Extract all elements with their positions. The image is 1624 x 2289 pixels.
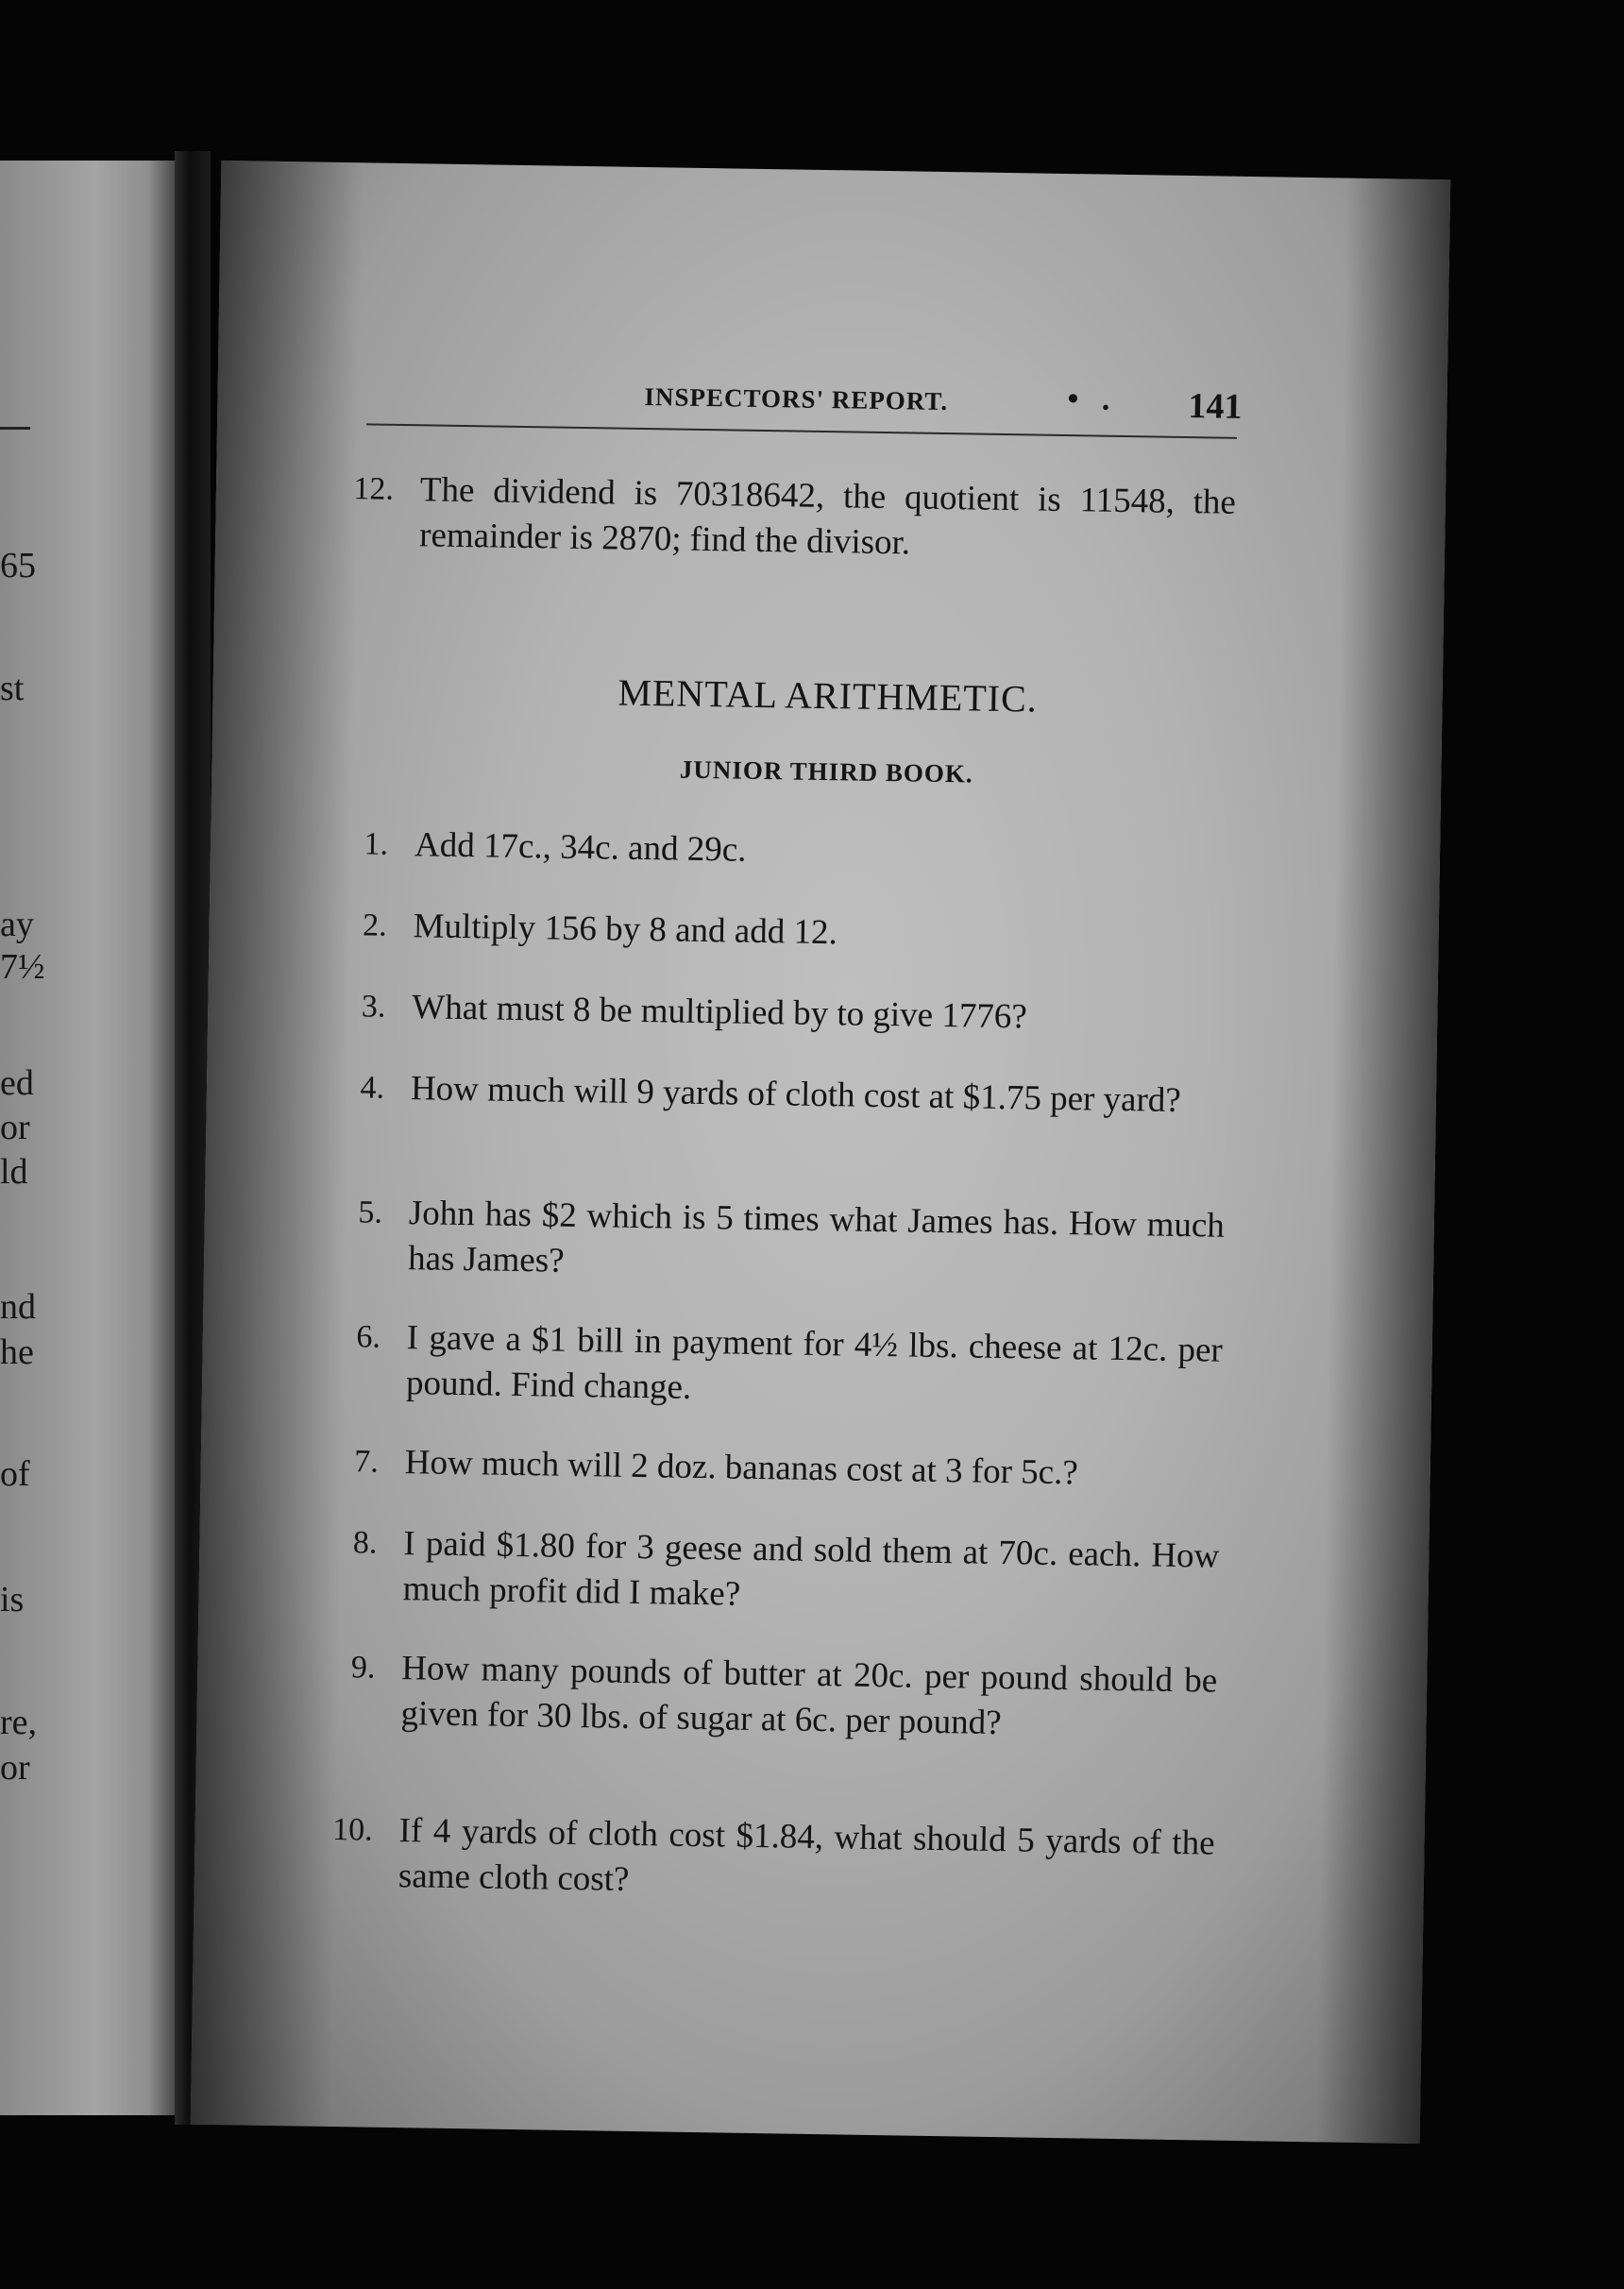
question-item [313,1645,1217,1750]
question-number: 3. [361,989,386,1025]
running-head-dots: • . [1067,382,1118,417]
question-item [324,1065,1227,1125]
left-page-fragment: ld [0,1152,28,1192]
question-item [328,822,1231,881]
left-page-fragment: or [0,1108,30,1147]
question-text: How much will 9 yards of cloth cost at $1.75 per yard? [410,1069,1182,1120]
left-page-fragment: ed [0,1063,34,1103]
left-page-fragment: st [0,669,25,708]
left-page-fragment: re, [0,1703,38,1742]
left-page-fragment: or [0,1748,30,1788]
section-title: MENTAL ARITHMETIC. [617,670,1039,721]
question-number: 7. [353,1444,380,1480]
question-item [319,1314,1223,1419]
question-item [312,1807,1215,1912]
left-page-fragment: ay [0,905,34,944]
question-item [326,903,1229,962]
question-number: 4. [360,1070,385,1106]
question-number: 6. [356,1319,381,1355]
question-number: 9. [350,1650,376,1686]
left-page-rule [0,427,30,430]
question-number: 8. [352,1525,378,1561]
left-page-fragment: 7½ [0,947,45,987]
running-head: INSPECTORS' REPORT. [644,382,949,416]
question-number: 10. [331,1811,373,1848]
prior-question [332,466,1236,571]
section-subtitle: JUNIOR THIRD BOOK. [679,755,973,788]
left-page-fragment: of [0,1454,30,1494]
question-text: What must 8 be multiplied by to give 1776? [412,988,1028,1037]
header-rule [366,423,1237,438]
question-text: I paid $1.80 for 3 geese and sold them at 70c. each. How much profit did I make? [402,1524,1220,1614]
left-page-fragment: 65 [0,546,36,585]
question-text: Add 17c., 34c. and 29c. [414,825,747,870]
question-item [325,984,1228,1043]
left-facing-page [0,161,175,2115]
question-text: How much will 2 doz. bananas cost at 3 for 5c.? [404,1443,1079,1493]
question-item [321,1190,1225,1295]
question-text: If 4 yards of cloth cost $1.84, what should 5 yards of the same cloth cost? [398,1811,1215,1899]
left-page-fragment: nd [0,1287,36,1327]
question-text: The dividend is 70318642, the quotient is 11548, the remainder is 2870; find the divisor. [418,470,1237,563]
question-number: 1. [364,826,389,862]
question-text: John has $2 which is 5 times what James has. How much has James? [407,1194,1226,1280]
left-page-fragment: he [0,1332,34,1372]
page-number: 141 [1188,386,1243,427]
question-text: Multiply 156 by 8 and add 12. [413,907,838,953]
right-page [191,161,1451,2144]
question-number: 2. [362,907,387,943]
question-number: 12. [353,471,395,507]
question-number: 5. [358,1195,383,1230]
question-text: How many pounds of butter at 20c. per pound should be given for 30 lbs. of sugar at 6c. per pound? [400,1649,1218,1743]
question-item [315,1520,1219,1625]
question-text: I gave a $1 bill in payment for 4½ lbs. cheese at 12c. per pound. Find change. [405,1318,1224,1407]
question-item [317,1439,1221,1499]
left-page-fragment: is [0,1580,25,1619]
